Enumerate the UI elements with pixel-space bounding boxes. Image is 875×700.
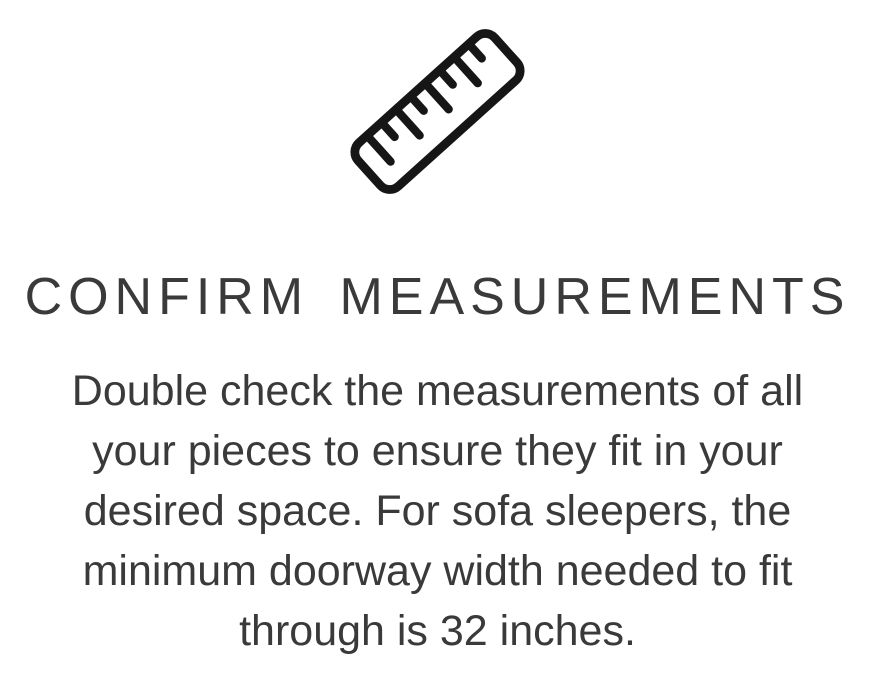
description-text <box>0 361 875 661</box>
description-line: minimum doorway width needed to fit <box>82 547 793 595</box>
description-line: Double check the measurements of all <box>71 367 804 415</box>
page-title: CONFIRM MEASUREMENTS <box>24 268 851 326</box>
ruler-icon <box>330 4 545 219</box>
description-line: your pieces to ensure they fit in your <box>92 427 783 475</box>
description-line: through is 32 inches. <box>239 607 636 655</box>
description-line: desired space. For sofa sleepers, the <box>83 487 792 535</box>
